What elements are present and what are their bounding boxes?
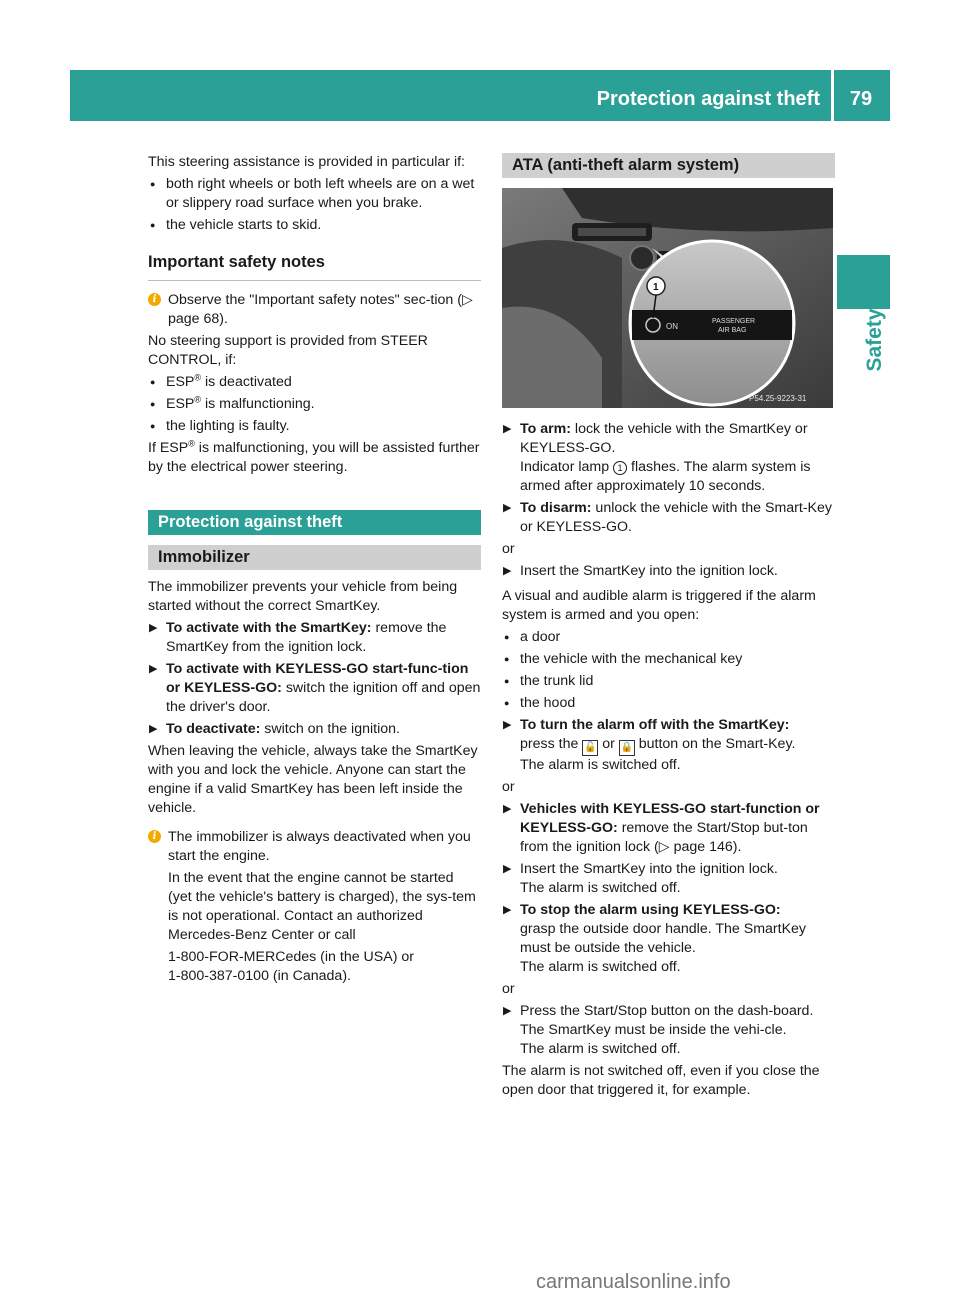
step-text: Press the Start/Stop button on the dash-board. The SmartKey must be inside the vehi-cle.	[520, 1003, 814, 1038]
result-text: The alarm is switched off.	[520, 880, 681, 896]
phone-canada: 1-800-387-0100 (in Canada).	[168, 968, 351, 984]
step-label: Vehicles with KEYLESS-GO start-function or KEYLESS-GO:	[520, 801, 820, 836]
step-text: lock the vehicle with the SmartKey or KEYLESS-GO.	[520, 421, 808, 456]
step-text: switch on the ignition.	[260, 721, 400, 737]
step-label: To activate with the SmartKey:	[166, 620, 372, 636]
section-tab	[837, 255, 890, 309]
dashboard-photo	[502, 188, 833, 408]
result-text: The alarm is switched off.	[520, 959, 681, 975]
section-label: Safety	[863, 308, 886, 372]
section-heading-protection: Protection against theft	[148, 510, 481, 535]
unlock-icon: 🔓	[582, 740, 598, 756]
step-item	[148, 720, 481, 739]
list-item	[148, 395, 481, 414]
info-icon: i	[148, 830, 161, 843]
subsection-heading-immobilizer: Immobilizer	[148, 545, 481, 570]
step-text: remove the SmartKey from the ignition lock.	[166, 620, 447, 655]
list-item-text: is malfunctioning.	[201, 396, 315, 412]
list-item: ● the lighting is faulty.	[148, 417, 481, 436]
lock-icon: 🔒	[619, 740, 635, 756]
figure-callout-number: 1	[653, 282, 659, 293]
section-heading-safety: Important safety notes	[148, 253, 481, 281]
esp-prefix: If ESP	[148, 440, 189, 456]
list-item: ● a door	[502, 628, 835, 647]
no-support-text: No steering support is provided from STEER CONTROL, if:	[148, 333, 428, 368]
header-divider	[831, 70, 834, 121]
info-note	[148, 291, 481, 329]
indicator-1-icon: 1	[613, 461, 627, 475]
step-item: ▶ Insert the SmartKey into the ignition lock.	[502, 562, 835, 581]
immobilizer-intro: The immobilizer prevents your vehicle from being started without the correct SmartKey.	[148, 579, 458, 614]
info-icon: i	[148, 293, 161, 306]
info-note-text: In the event that the engine cannot be started (yet the vehicle's battery is charged), the sys-tem is not operational. Contact an authorized Mercedes-Benz Center or call	[168, 870, 476, 943]
step-label: To disarm:	[520, 500, 592, 516]
step-text: or	[598, 736, 619, 752]
alarm-trigger-text: A visual and audible alarm is triggered if the alarm system is armed and you open:	[502, 588, 816, 623]
list-item-text: is deactivated	[201, 374, 292, 390]
esp-fallback-text	[148, 439, 481, 477]
registered-mark: ®	[188, 438, 195, 449]
step-text: grasp the outside door handle. The SmartKey must be outside the vehicle.	[520, 921, 807, 956]
step-item	[502, 800, 835, 857]
page-number: 79	[849, 88, 873, 110]
or-text: or	[502, 981, 515, 997]
step-item	[502, 499, 835, 537]
esp-label: ESP	[166, 374, 195, 390]
intro-text: This steering assistance is provided in particular if:	[148, 154, 465, 170]
page-title: Protection against theft	[596, 88, 820, 110]
info-note-text: The immobilizer is always deactivated when you start the engine.	[168, 829, 471, 864]
step-item	[148, 619, 481, 657]
registered-mark: ®	[194, 372, 202, 383]
step-text: button on the Smart-Key.	[634, 736, 796, 752]
step-text: switch the ignition off and open the driver's door.	[166, 680, 481, 715]
result-text: The alarm is switched off.	[520, 1041, 681, 1057]
step-item	[502, 420, 835, 496]
section-heading-ata: ATA (anti-theft alarm system)	[502, 153, 835, 178]
or-text: or	[502, 779, 515, 795]
esp-suffix: is malfunctioning, you will be assisted further by the electrical power steering.	[148, 440, 480, 475]
figure-label-passenger: PASSENGER	[712, 318, 756, 325]
step-text: Indicator lamp	[520, 459, 614, 475]
step-item	[502, 716, 835, 775]
or-text: or	[502, 541, 515, 557]
figure-label-airbag: AIR BAG	[718, 327, 747, 334]
list-item: ● both right wheels or both left wheels are on a wet or slippery road surface when you brake.	[148, 175, 481, 213]
step-text: press the	[520, 736, 583, 752]
step-item	[502, 1002, 835, 1059]
dashboard-illustration	[502, 188, 833, 408]
step-text: remove the Start/Stop but-ton from the ignition lock (▷ page 146).	[520, 820, 808, 855]
list-item: ● the hood	[502, 694, 835, 713]
step-text: Insert the SmartKey into the ignition lock.	[520, 861, 778, 877]
step-label: To stop the alarm using KEYLESS-GO:	[520, 902, 781, 918]
registered-mark: ®	[194, 394, 202, 405]
info-note-text: Observe the "Important safety notes" sec-tion (▷ page 68).	[168, 292, 473, 327]
figure-label-on: ON	[666, 322, 678, 331]
list-item: ● the trunk lid	[502, 672, 835, 691]
phone-usa: 1-800-FOR-MERCedes (in the USA) or	[168, 949, 414, 965]
step-label: To turn the alarm off with the SmartKey:	[520, 717, 790, 733]
result-text: The alarm is switched off.	[520, 757, 681, 773]
list-item: ● the vehicle with the mechanical key	[502, 650, 835, 669]
left-column	[148, 153, 481, 989]
step-item	[148, 660, 481, 717]
step-item	[502, 901, 835, 977]
step-text: unlock the vehicle with the Smart-Key or KEYLESS-GO.	[520, 500, 832, 535]
step-label: To deactivate:	[166, 721, 261, 737]
step-item	[502, 860, 835, 898]
list-item	[148, 373, 481, 392]
list-item: ● the vehicle starts to skid.	[148, 216, 481, 235]
step-label: To arm:	[520, 421, 571, 437]
step-text: flashes. The alarm system is armed after approximately 10 seconds.	[520, 459, 811, 494]
right-column	[502, 153, 835, 1103]
esp-label: ESP	[166, 396, 195, 412]
leaving-vehicle-text: When leaving the vehicle, always take the SmartKey with you and lock the vehicle. Anyone can start the engine if a valid SmartKey has been left inside the vehicle.	[148, 743, 478, 816]
watermark: carmanualsonline.info	[536, 1271, 731, 1293]
figure-code: P54.25-9223-31	[749, 394, 807, 403]
final-note: The alarm is not switched off, even if you close the open door that triggered it, for example.	[502, 1063, 820, 1098]
step-label: To activate with KEYLESS-GO start-func-tion or KEYLESS-GO:	[166, 661, 469, 696]
info-note	[148, 828, 481, 986]
